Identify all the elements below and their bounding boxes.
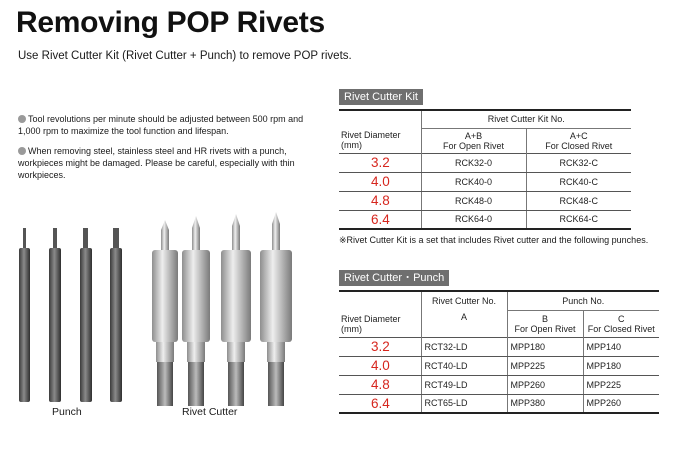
cutter-no: RCT40-LD <box>421 356 507 375</box>
col-label: For Closed Rivet <box>545 140 613 151</box>
caption-punch: Punch <box>52 406 82 418</box>
note-rpm <box>18 113 318 137</box>
diameter-value: 4.0 <box>339 356 421 375</box>
punch-subheader-row <box>339 310 659 337</box>
col-closed-header <box>526 128 631 153</box>
rivet-cutter-2 <box>182 216 210 406</box>
punch-1 <box>19 228 30 402</box>
kit-footnote: ※Rivet Cutter Kit is a set that includes Rivet cutter and the following punches. <box>339 235 649 245</box>
rivet-cutter-4 <box>260 212 292 406</box>
col-code: C <box>618 313 625 324</box>
kit-open-no: RCK48-0 <box>421 191 526 210</box>
diameter-value: 4.0 <box>339 172 421 191</box>
table-row <box>339 153 631 172</box>
table-row <box>339 210 631 229</box>
kit-table <box>339 109 631 230</box>
col-code: B <box>541 313 548 324</box>
tools-photo <box>10 210 310 410</box>
kit-closed-no: RCK64-C <box>526 210 631 229</box>
punch-open-no: MPP180 <box>507 337 583 356</box>
punch-header-row <box>339 291 659 310</box>
table-row <box>339 356 659 375</box>
note-text: Tool revolutions per minute should be adjusted between 500 rpm and 1,000 rpm to maximize the tool function and lifespan. <box>18 114 304 136</box>
notes <box>18 113 318 189</box>
punch-closed-no: MPP140 <box>583 337 659 356</box>
cutter-header: Rivet Cutter No. <box>421 291 507 310</box>
page-title: Removing POP Rivets <box>16 6 325 39</box>
diameter-value: 4.8 <box>339 375 421 394</box>
diameter-value: 3.2 <box>339 153 421 172</box>
col-a-header: A <box>421 310 507 337</box>
col-label: For Open Rivet <box>514 323 576 334</box>
punch-4 <box>110 228 122 402</box>
col-b-header <box>507 310 583 337</box>
diameter-value: 4.8 <box>339 191 421 210</box>
punch-section-tag: Rivet Cutter・Punch <box>339 270 449 286</box>
punch-closed-no: MPP180 <box>583 356 659 375</box>
kit-header-row <box>339 110 631 128</box>
punch-3 <box>80 228 92 402</box>
table-row <box>339 337 659 356</box>
kit-group-header: Rivet Cutter Kit No. <box>421 110 631 128</box>
cutter-no: RCT65-LD <box>421 394 507 413</box>
punch-closed-no: MPP260 <box>583 394 659 413</box>
col-code: A+C <box>569 130 588 141</box>
table-row <box>339 375 659 394</box>
punch-group-header: Punch No. <box>507 291 659 310</box>
rivet-cutter-3 <box>221 214 251 406</box>
kit-closed-no: RCK48-C <box>526 191 631 210</box>
kit-open-no: RCK32-0 <box>421 153 526 172</box>
col-label: For Open Rivet <box>442 140 505 151</box>
punch-open-no: MPP225 <box>507 356 583 375</box>
punch-open-no: MPP260 <box>507 375 583 394</box>
kit-open-no: RCK40-0 <box>421 172 526 191</box>
col-open-header <box>421 128 526 153</box>
table-row <box>339 191 631 210</box>
kit-closed-no: RCK32-C <box>526 153 631 172</box>
diameter-value: 6.4 <box>371 395 390 411</box>
bullet-icon <box>18 115 26 123</box>
punch-table <box>339 290 659 414</box>
kit-open-no: RCK64-0 <box>421 210 526 229</box>
kit-closed-no: RCK40-C <box>526 172 631 191</box>
diameter-value: 6.4 <box>371 211 390 227</box>
table-row <box>339 394 659 413</box>
diameter-label: Rivet Diameter (mm) <box>341 130 401 151</box>
col-code: A+B <box>464 130 483 141</box>
table-row <box>339 172 631 191</box>
punch-open-no: MPP380 <box>507 394 583 413</box>
kit-subheader-row <box>339 128 631 153</box>
diameter-label: Rivet Diameter (mm) <box>341 313 401 334</box>
subtitle: Use Rivet Cutter Kit (Rivet Cutter + Punch) to remove POP rivets. <box>18 50 352 62</box>
note-caution <box>18 145 318 181</box>
col-c-header <box>583 310 659 337</box>
rivet-cutter-1 <box>152 220 178 406</box>
cutter-no: RCT32-LD <box>421 337 507 356</box>
punch-2 <box>49 228 61 402</box>
note-text: When removing steel, stainless steel and HR rivets with a punch, workpieces might be damaged. Please be careful, especially with thin workpieces. <box>18 146 295 180</box>
bullet-icon <box>18 147 26 155</box>
punch-closed-no: MPP225 <box>583 375 659 394</box>
col-label: For Closed Rivet <box>587 323 655 334</box>
kit-section-tag: Rivet Cutter Kit <box>339 89 423 105</box>
diameter-value: 3.2 <box>339 337 421 356</box>
caption-rivet-cutter: Rivet Cutter <box>182 406 238 418</box>
cutter-no: RCT49-LD <box>421 375 507 394</box>
